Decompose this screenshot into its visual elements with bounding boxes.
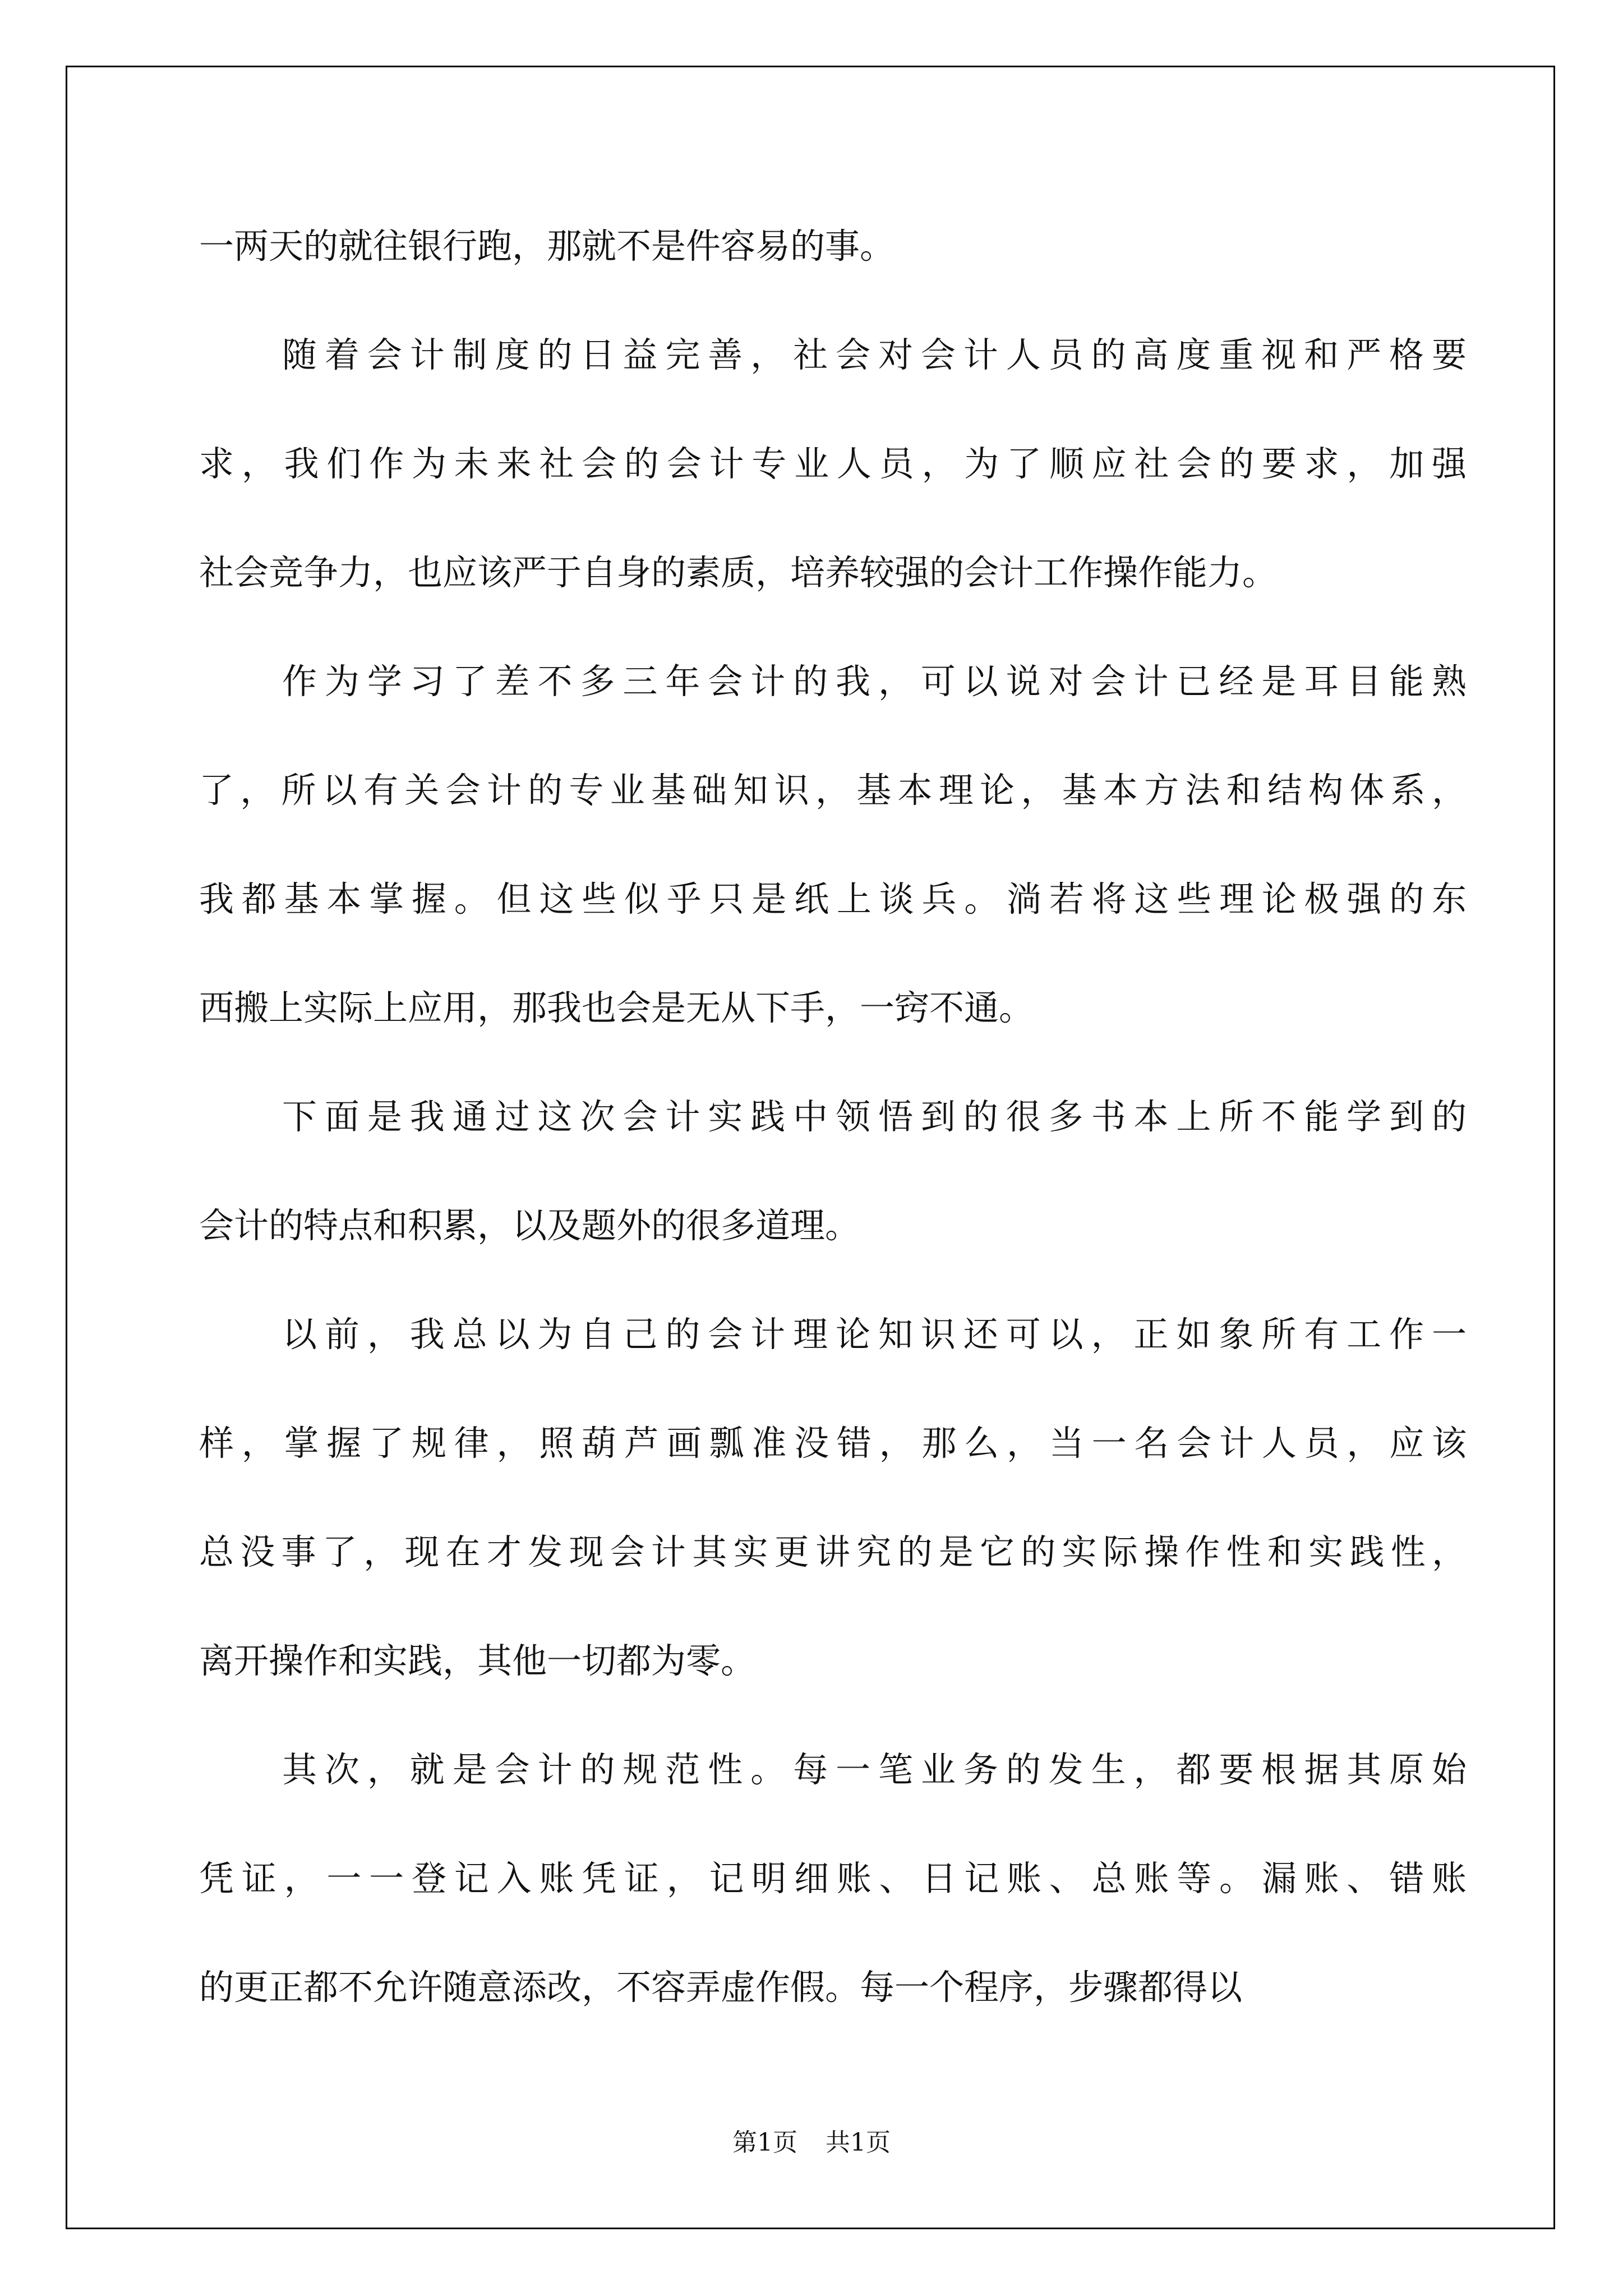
text-line: 下面是我通过这次会计实践中领悟到的很多书本上所不能学到的 — [282, 1096, 1467, 1137]
page-footer — [0, 2122, 1623, 2158]
paragraph — [199, 627, 1467, 1062]
text-line: 求，我们作为未来社会的会计专业人员，为了顺应社会的要求，加强 — [199, 443, 1467, 484]
text-line: 总没事了，现在才发现会计其实更讲究的是它的实际操作性和实践性， — [199, 1531, 1467, 1572]
text-line: 一两天的就往银行跑，那就不是件容易的事。 — [199, 226, 895, 266]
paragraph — [199, 192, 1467, 301]
text-line: 样，掌握了规律，照葫芦画瓢准没错，那么，当一名会计人员，应该 — [199, 1423, 1467, 1464]
text-line: 西搬上实际上应用，那我也会是无从下手，一窍不通。 — [199, 987, 1034, 1028]
paragraph — [199, 1715, 1467, 2042]
text-line: 我都基本掌握。但这些似乎只是纸上谈兵。淌若将这些理论极强的东 — [199, 878, 1467, 919]
paragraph — [199, 1280, 1467, 1715]
text-line: 其次，就是会计的规范性。每一笔业务的发生，都要根据其原始 — [282, 1749, 1467, 1790]
text-line: 会计的特点和积累，以及题外的很多道理。 — [199, 1205, 860, 1246]
text-line: 以前，我总以为自己的会计理论知识还可以，正如象所有工作一 — [282, 1314, 1467, 1355]
text-line: 作为学习了差不多三年会计的我，可以说对会计已经是耳目能熟 — [282, 661, 1467, 702]
paragraph — [199, 1062, 1467, 1280]
document-body — [199, 192, 1467, 2042]
paragraph — [199, 301, 1467, 627]
page-number-current: 第1页 — [732, 2128, 797, 2157]
text-line: 离开操作和实践，其他一切都为零。 — [199, 1640, 756, 1681]
text-line: 社会竞争力，也应该严于自身的素质，培养较强的会计工作操作能力。 — [199, 552, 1278, 593]
text-line: 随着会计制度的日益完善，社会对会计人员的高度重视和严格要 — [282, 334, 1467, 375]
page-number-total: 共1页 — [826, 2128, 891, 2157]
text-line: 凭证，一一登记入账凭证，记明细账、日记账、总账等。漏账、错账 — [199, 1858, 1467, 1899]
text-line: 的更正都不允许随意添改，不容弄虚作假。每一个程序，步骤都得以 — [199, 1967, 1243, 2008]
text-line: 了，所以有关会计的专业基础知识，基本理论，基本方法和结构体系， — [199, 770, 1467, 811]
